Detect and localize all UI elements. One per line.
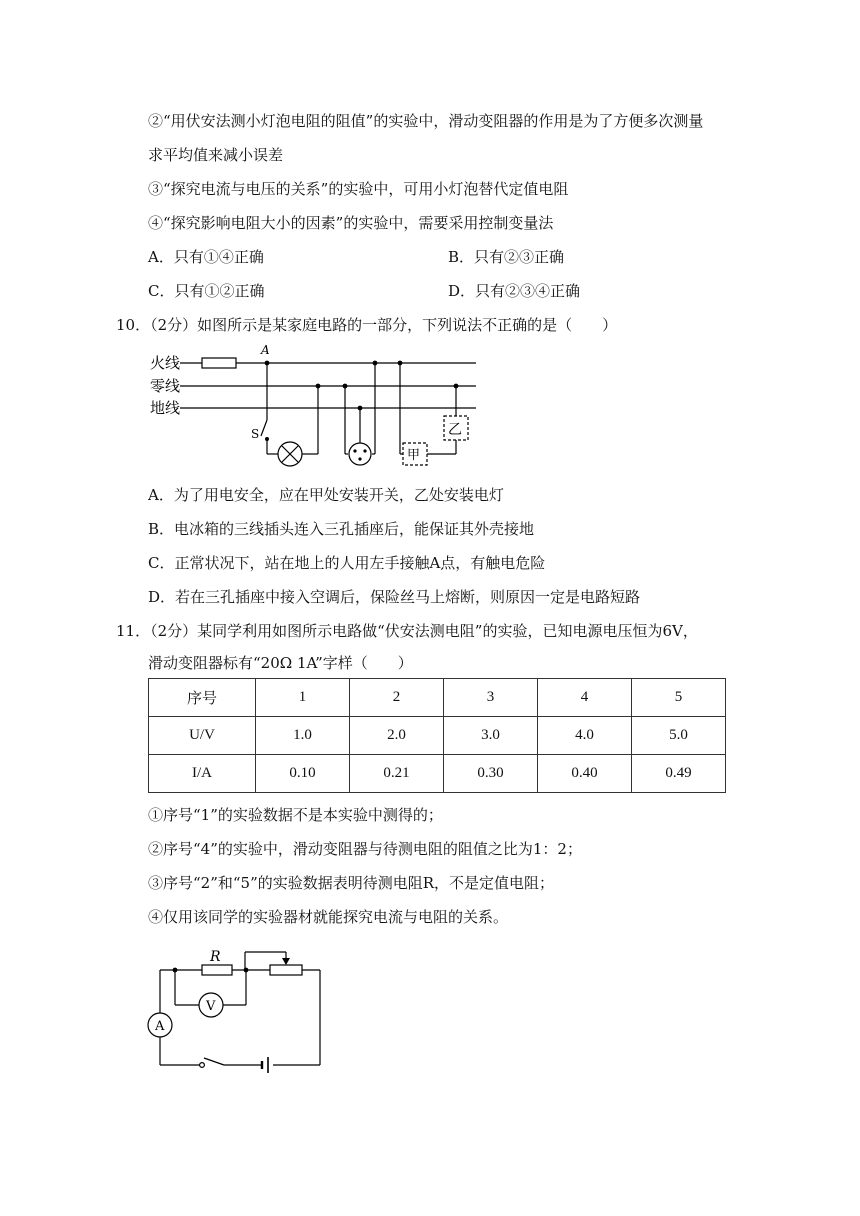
table-cell: 序号 bbox=[149, 679, 256, 717]
table-cell: 2 bbox=[349, 679, 443, 717]
option-b[interactable]: B．只有②③正确 bbox=[448, 248, 565, 266]
q10-option-d[interactable]: D．若在三孔插座中接入空调后，保险丝马上熔断，则原因一定是电路短路 bbox=[148, 588, 641, 606]
three-pin-socket bbox=[349, 443, 371, 465]
table-row bbox=[149, 717, 726, 755]
table-cell: 3.0 bbox=[443, 717, 537, 755]
table-cell: I/A bbox=[149, 755, 256, 793]
table-row bbox=[149, 679, 726, 717]
fuse bbox=[202, 358, 236, 368]
statement-2: ②“用伏安法测小灯泡电阻的阻值”的实验中，滑动变阻器的作用是为了方便多次测量 bbox=[148, 112, 704, 130]
question-10-stem: 10．（2分）如图所示是某家庭电路的一部分，下列说法不正确的是（ ） bbox=[116, 316, 618, 334]
table-cell: 5.0 bbox=[631, 717, 725, 755]
table-cell: 0.21 bbox=[349, 755, 443, 793]
option-a[interactable]: A．只有①④正确 bbox=[148, 248, 264, 266]
label-neutral-wire: 零线 bbox=[150, 377, 181, 395]
q10-option-c[interactable]: C．正常状况下，站在地上的人用左手接触A点，有触电危险 bbox=[148, 554, 546, 572]
household-circuit-diagram bbox=[140, 340, 490, 470]
table-cell: 1.0 bbox=[255, 717, 349, 755]
statement-4: ④“探究影响电阻大小的因素”的实验中，需要采用控制变量法 bbox=[148, 214, 554, 232]
label-switch-s: S bbox=[251, 427, 260, 441]
label-point-a: A bbox=[261, 343, 270, 357]
table-cell: 0.30 bbox=[443, 755, 537, 793]
table-cell: 2.0 bbox=[349, 717, 443, 755]
label-ammeter: A bbox=[155, 1019, 165, 1034]
q11-statement-3: ③序号“2”和“5”的实验数据表明待测电阻R，不是定值电阻； bbox=[148, 874, 555, 892]
statement-2-cont: 求平均值来减小误差 bbox=[148, 146, 284, 164]
label-live-wire: 火线 bbox=[150, 354, 181, 372]
table-cell: 4.0 bbox=[537, 717, 631, 755]
table-row bbox=[149, 755, 726, 793]
table-cell: 0.40 bbox=[537, 755, 631, 793]
q11-statement-4: ④仅用该同学的实验器材就能探究电流与电阻的关系。 bbox=[148, 908, 509, 926]
q10-option-a[interactable]: A．为了用电安全，应在甲处安装开关，乙处安装电灯 bbox=[148, 486, 504, 504]
table-cell: 0.10 bbox=[255, 755, 349, 793]
label-box-yi: 乙 bbox=[448, 422, 462, 438]
table-cell: 5 bbox=[631, 679, 725, 717]
table-cell: U/V bbox=[149, 717, 256, 755]
data-table bbox=[148, 678, 726, 793]
label-ground-wire: 地线 bbox=[150, 399, 181, 417]
table-cell: 4 bbox=[537, 679, 631, 717]
label-resistor-r: R bbox=[210, 949, 221, 965]
q11-statement-2: ②序号“4”的实验中，滑动变阻器与待测电阻的阻值之比为1：2； bbox=[148, 840, 582, 858]
table-cell: 0.49 bbox=[631, 755, 725, 793]
label-voltmeter: V bbox=[206, 999, 216, 1014]
question-11-stem: 11．（2分）某同学利用如图所示电路做“伏安法测电阻”的实验，已知电源电压恒为6V， bbox=[116, 622, 698, 640]
table-cell: 1 bbox=[255, 679, 349, 717]
question-11-stem-cont: 滑动变阻器标有“20Ω 1A”字样（ ） bbox=[148, 654, 413, 672]
statement-3: ③“探究电流与电压的关系”的实验中，可用小灯泡替代定值电阻 bbox=[148, 180, 569, 198]
table-cell: 3 bbox=[443, 679, 537, 717]
voltammetry-circuit-diagram bbox=[140, 940, 340, 1080]
option-d[interactable]: D．只有②③④正确 bbox=[448, 282, 581, 300]
q11-statement-1: ①序号“1”的实验数据不是本实验中测得的； bbox=[148, 806, 443, 824]
option-c[interactable]: C．只有①②正确 bbox=[148, 282, 265, 300]
q10-option-b[interactable]: B．电冰箱的三线插头连入三孔插座后，能保证其外壳接地 bbox=[148, 520, 535, 538]
resistor-r bbox=[202, 965, 232, 975]
label-box-jia: 甲 bbox=[407, 448, 421, 463]
rheostat bbox=[270, 965, 302, 975]
